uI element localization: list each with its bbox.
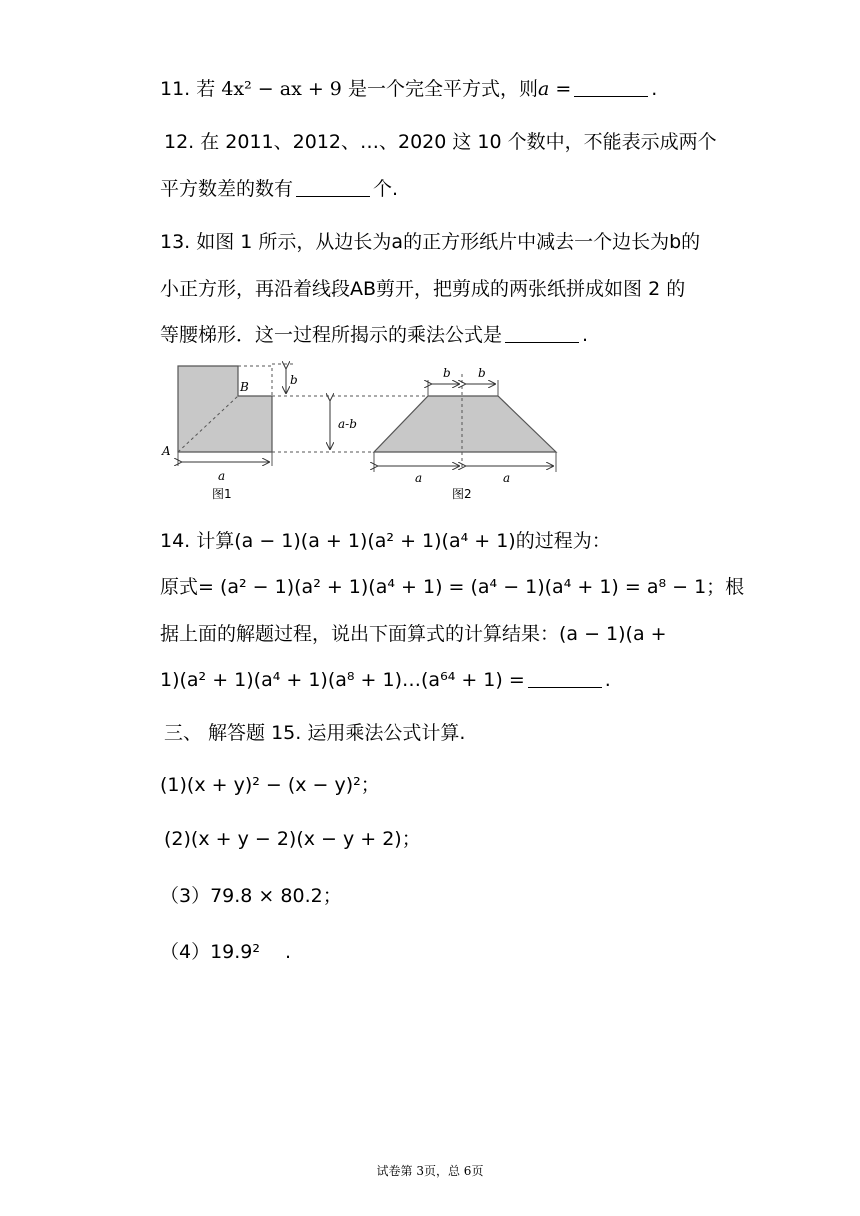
question-13-line1: 13. 如图 1 所示，从边长为a的正方形纸片中减去一个边长为b的 (160, 231, 701, 253)
q15-part-3: （3）79.8 × 80.2； (160, 885, 342, 907)
question-12-line2 (160, 177, 398, 201)
figure-square-and-trapezoid (160, 360, 580, 510)
fig1-label-A: A (162, 444, 171, 458)
q13-line3-post: . (582, 324, 589, 346)
q14-answer-blank[interactable] (528, 671, 602, 688)
fig2-label-b-right: b (478, 366, 486, 380)
q14-line4-post: . (604, 669, 611, 691)
q11-text-mid: 是一个完全平方式，则 (347, 78, 538, 100)
fig2-trapezoid (374, 396, 556, 452)
question-11 (160, 77, 657, 101)
fig1-label-b: b (290, 373, 298, 387)
q11-end: . (651, 78, 658, 100)
section-3-heading: 三、 解答题 15. 运用乘法公式计算. (164, 722, 466, 744)
q15-part-1: (1)(x + y)² − (x − y)²； (160, 774, 380, 796)
q14-line4-pre: 1)(a² + 1)(a⁴ + 1)(a⁸ + 1)…(a⁶⁴ + 1) = (160, 669, 525, 691)
q12-line2-pre: 平方数差的数有 (160, 178, 294, 200)
q12-answer-blank[interactable] (296, 180, 370, 197)
question-14-line4 (160, 668, 611, 692)
q13-answer-blank[interactable] (505, 326, 579, 343)
page-footer: 试卷第 3页，总 6页 (376, 1164, 484, 1178)
fig2-label-b-left: b (443, 366, 451, 380)
question-14-line1: 14. 计算(a − 1)(a + 1)(a² + 1)(a⁴ + 1)的过程为： (160, 530, 611, 552)
question-12-line1: 12. 在 2011、2012、…、2020 这 10 个数中，不能表示成两个 (164, 131, 717, 153)
question-13-line3 (160, 323, 588, 347)
fig2-caption: 图2 (452, 487, 472, 501)
q13-line3-pre: 等腰梯形．这一过程所揭示的乘法公式是 (160, 324, 503, 346)
question-14-line2: 原式= (a² − 1)(a² + 1)(a⁴ + 1) = (a⁴ − 1)(a⁴ + 1) = a⁸ − 1；根 (160, 576, 745, 598)
q11-expression: 4x² − ax + 9 (221, 78, 342, 100)
q15-part-4: （4）19.9² . (160, 941, 292, 963)
q11-number: 11. (160, 78, 191, 100)
fig1-caption: 图1 (212, 487, 232, 501)
fig2-label-a-right: a (503, 471, 511, 485)
q15-part-2: (2)(x + y − 2)(x − y + 2)； (164, 828, 421, 850)
fig1-label-B: B (240, 380, 249, 394)
fig1-label-a-minus-b: a-b (338, 417, 357, 431)
q11-answer-blank[interactable] (574, 80, 648, 97)
q12-line2-post: 个. (373, 178, 399, 200)
question-14-line3: 据上面的解题过程，说出下面算式的计算结果：(a − 1)(a + (160, 623, 667, 645)
fig2-label-a-left: a (415, 471, 423, 485)
q11-variable: a = (537, 78, 572, 100)
q11-text-if: 若 (196, 78, 216, 100)
fig1-label-a: a (218, 469, 226, 483)
question-13-line2: 小正方形，再沿着线段AB剪开，把剪成的两张纸拼成如图 2 的 (160, 278, 686, 300)
